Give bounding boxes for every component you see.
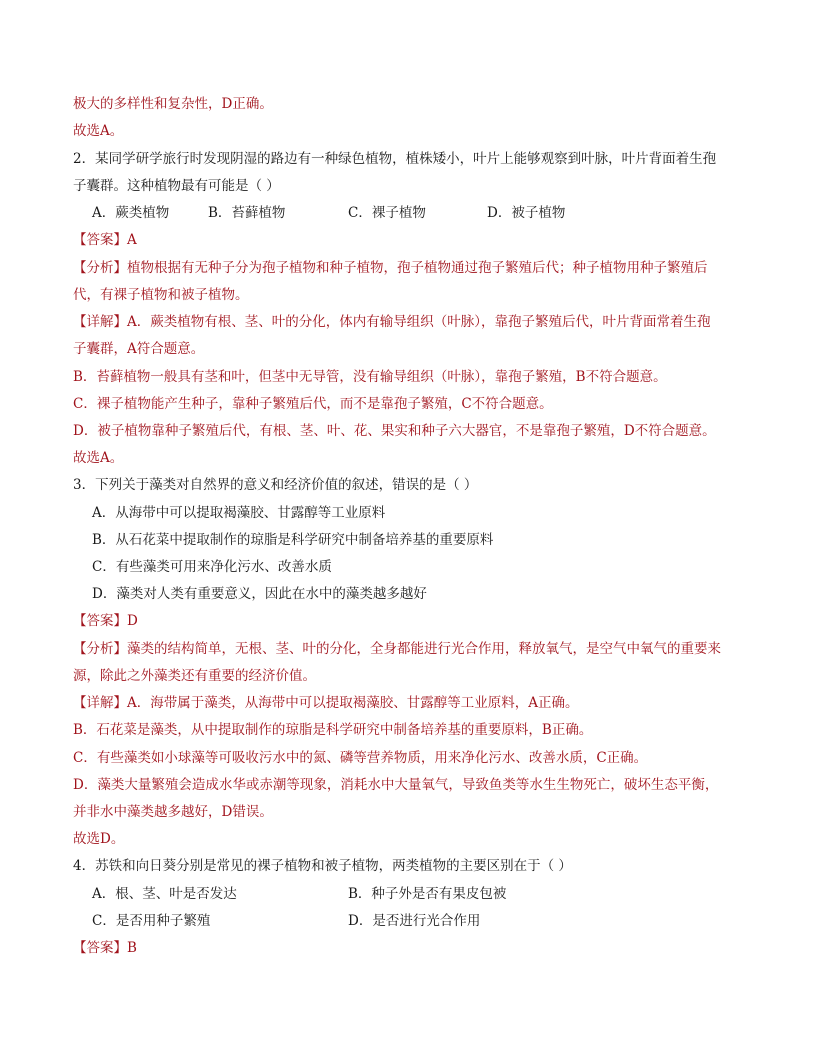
- q2-choice: 故选A。: [73, 450, 124, 466]
- detail-text: A．蕨类植物有根、茎、叶的分化，体内有输导组织（叶脉），靠孢子繁殖后代，叶片背面常着生孢: [127, 314, 711, 330]
- q3-option-d: D．藻类对人类有重要意义，因此在水中的藻类越多越好: [92, 586, 427, 602]
- q3-option-c: C．有些藻类可用来净化污水、改善水质: [92, 559, 332, 575]
- q3-option-b: B．从石花菜中提取制作的琼脂是科学研究中制备培养基的重要原料: [92, 532, 494, 548]
- q4-answer: [73, 940, 137, 956]
- q2-option-c: C．裸子植物: [348, 205, 426, 221]
- q3-detail-line1: [73, 695, 579, 711]
- detail-tag: 【详解】: [73, 314, 127, 330]
- q3-detail-line2: B．石花菜是藻类，从中提取制作的琼脂是科学研究中制备培养基的重要原料，B正确。: [73, 722, 593, 738]
- analysis-tag: 【分析】: [73, 260, 127, 276]
- answer-value: D: [127, 613, 138, 629]
- q2-detail-line4: C．裸子植物能产生种子，靠种子繁殖后代，而不是靠孢子繁殖，C不符合题意。: [73, 396, 553, 412]
- q2-option-a: A．蕨类植物: [92, 205, 170, 221]
- q4-stem: 4．苏铁和向日葵分别是常见的裸子植物和被子植物，两类植物的主要区别在于（ ）: [73, 858, 572, 874]
- q3-answer: [73, 613, 138, 629]
- q3-choice: 故选D。: [73, 831, 125, 847]
- q3-analysis-line2: 源，除此之外藻类还有重要的经济价值。: [73, 668, 316, 684]
- q2-detail-line5: D．被子植物靠种子繁殖后代，有根、茎、叶、花、果实和种子六大器官，不是靠孢子繁殖，D不符合题意。: [73, 423, 716, 439]
- answer-value: B: [127, 940, 137, 956]
- detail-tag: 【详解】: [73, 695, 127, 711]
- q4-option-d: D．是否进行光合作用: [348, 913, 481, 929]
- q3-option-a: A．从海带中可以提取褐藻胶、甘露醇等工业原料: [92, 505, 386, 521]
- detail-text: A．海带属于藻类，从海带中可以提取褐藻胶、甘露醇等工业原料，A正确。: [127, 695, 579, 711]
- q3-stem: 3．下列关于藻类对自然界的意义和经济价值的叙述，错误的是（ ）: [73, 477, 478, 493]
- q3-analysis-line1: [73, 641, 721, 657]
- q2-analysis-line1: [73, 260, 708, 276]
- q1-explanation-tail: 极大的多样性和复杂性，D正确。: [73, 96, 273, 112]
- q4-option-c: C．是否用种子繁殖: [92, 913, 211, 929]
- q2-detail-line2: 子囊群，A符合题意。: [73, 341, 205, 357]
- q2-stem-line2: 子囊群。这种植物最有可能是（ ）: [73, 178, 280, 194]
- q2-analysis-line2: 代，有裸子植物和被子植物。: [73, 287, 249, 303]
- q4-option-b: B．种子外是否有果皮包被: [348, 886, 507, 902]
- answer-tag: 【答案】: [73, 232, 127, 248]
- q3-detail-line3: C．有些藻类如小球藻等可吸收污水中的氮、磷等营养物质，用来净化污水、改善水质，C正确。: [73, 750, 648, 766]
- analysis-tag: 【分析】: [73, 641, 127, 657]
- q2-option-d: D．被子植物: [487, 205, 566, 221]
- q2-detail-line3: B．苔藓植物一般具有茎和叶，但茎中无导管，没有输导组织（叶脉），靠孢子繁殖，B不符合题意。: [73, 369, 667, 385]
- q3-detail-line5: 并非水中藻类越多越好，D错误。: [73, 804, 273, 820]
- q2-detail-line1: [73, 314, 711, 330]
- q4-option-a: A．根、茎、叶是否发达: [92, 886, 237, 902]
- q2-option-b: B．苔藓植物: [208, 205, 286, 221]
- answer-tag: 【答案】: [73, 613, 127, 629]
- q2-stem-line1: 2．某同学研学旅行时发现阴湿的路边有一种绿色植物，植株矮小，叶片上能够观察到叶脉，叶片背面着生孢: [73, 151, 717, 167]
- analysis-text: 藻类的结构简单，无根、茎、叶的分化，全身都能进行光合作用，释放氧气，是空气中氧气的重要来: [127, 641, 721, 657]
- q1-choice: 故选A。: [73, 123, 124, 139]
- q2-answer: [73, 232, 137, 248]
- q3-detail-line4: D．藻类大量繁殖会造成水华或赤潮等现象，消耗水中大量氧气，导致鱼类等水生生物死亡，破坏生态平衡，: [73, 777, 719, 793]
- answer-value: A: [127, 232, 137, 248]
- analysis-text: 植物根据有无种子分为孢子植物和种子植物，孢子植物通过孢子繁殖后代；种子植物用种子繁殖后: [127, 260, 708, 276]
- answer-tag: 【答案】: [73, 940, 127, 956]
